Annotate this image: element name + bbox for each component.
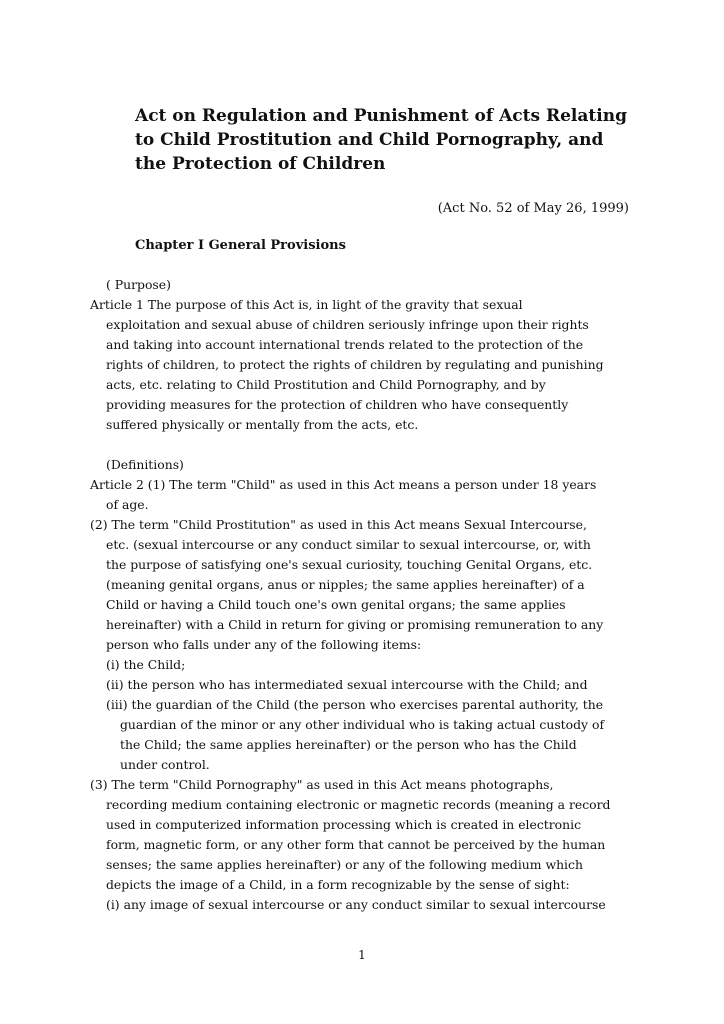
article-text-line: suffered physically or mentally from the acts, etc. xyxy=(106,417,419,432)
paragraph-start-line: (3) The term "Child Pornography" as used in this Act means photographs, xyxy=(90,777,554,792)
item-continuation-line: the Child; the same applies hereinafter) or the person who has the Child xyxy=(120,737,577,752)
article-caption: ( Purpose) xyxy=(106,277,171,292)
act-number: (Act No. 52 of May 26, 1999) xyxy=(437,201,629,216)
article-text-line: form, magnetic form, or any other form that cannot be perceived by the human xyxy=(106,837,606,852)
paragraph-gap xyxy=(90,435,650,455)
item-line: (iii) the guardian of the Child (the person who exercises parental authority, the xyxy=(106,697,604,712)
item-line: (i) the Child; xyxy=(106,657,186,672)
item-continuation-line: under control. xyxy=(120,757,210,772)
paragraph-start-line: (2) The term "Child Prostitution" as used in this Act means Sexual Intercourse, xyxy=(90,517,587,532)
article-text-line: depicts the image of a Child, in a form recognizable by the sense of sight: xyxy=(106,877,570,892)
article-text-line: of age. xyxy=(106,497,149,512)
title-line: Act on Regulation and Punishment of Acts Relating xyxy=(135,106,627,126)
title-line: the Protection of Children xyxy=(135,154,386,174)
article-text-line: person who falls under any of the following items: xyxy=(106,637,422,652)
title-line: to Child Prostitution and Child Pornography, and xyxy=(135,130,604,150)
chapter-heading: Chapter I General Provisions xyxy=(135,238,346,253)
article-text-line: used in computerized information processing which is created in electronic xyxy=(106,817,582,832)
document-body xyxy=(90,275,650,915)
article-text-line: hereinafter) with a Child in return for giving or promising remuneration to any xyxy=(106,617,604,632)
article-text-line: (meaning genital organs, anus or nipples; the same applies hereinafter) of a xyxy=(106,577,585,592)
article-heading-line: Article 2 (1) The term "Child" as used in this Act means a person under 18 years xyxy=(90,477,597,492)
article-text-line: providing measures for the protection of children who have consequently xyxy=(106,397,569,412)
article-text-line: rights of children, to protect the rights of children by regulating and punishing xyxy=(106,357,604,372)
document-title xyxy=(135,104,655,176)
item-line: (ii) the person who has intermediated sexual intercourse with the Child; and xyxy=(106,677,588,692)
article-caption: (Definitions) xyxy=(106,457,184,472)
article-text-line: etc. (sexual intercourse or any conduct similar to sexual intercourse, or, with xyxy=(106,537,591,552)
item-line: (i) any image of sexual intercourse or any conduct similar to sexual intercourse xyxy=(106,897,606,912)
article-text-line: Child or having a Child touch one's own genital organs; the same applies xyxy=(106,597,566,612)
article-text-line: senses; the same applies hereinafter) or any of the following medium which xyxy=(106,857,583,872)
article-text-line: recording medium containing electronic or magnetic records (meaning a record xyxy=(106,797,611,812)
article-text-line: the purpose of satisfying one's sexual curiosity, touching Genital Organs, etc. xyxy=(106,557,593,572)
item-continuation-line: guardian of the minor or any other individual who is taking actual custody of xyxy=(120,717,605,732)
page-number: 1 xyxy=(358,948,366,962)
article-text-line: acts, etc. relating to Child Prostitution and Child Pornography, and by xyxy=(106,377,546,392)
article-text-line: exploitation and sexual abuse of children seriously infringe upon their rights xyxy=(106,317,589,332)
article-text-line: and taking into account international trends related to the protection of the xyxy=(106,337,584,352)
article-heading-line: Article 1 The purpose of this Act is, in light of the gravity that sexual xyxy=(90,297,523,312)
